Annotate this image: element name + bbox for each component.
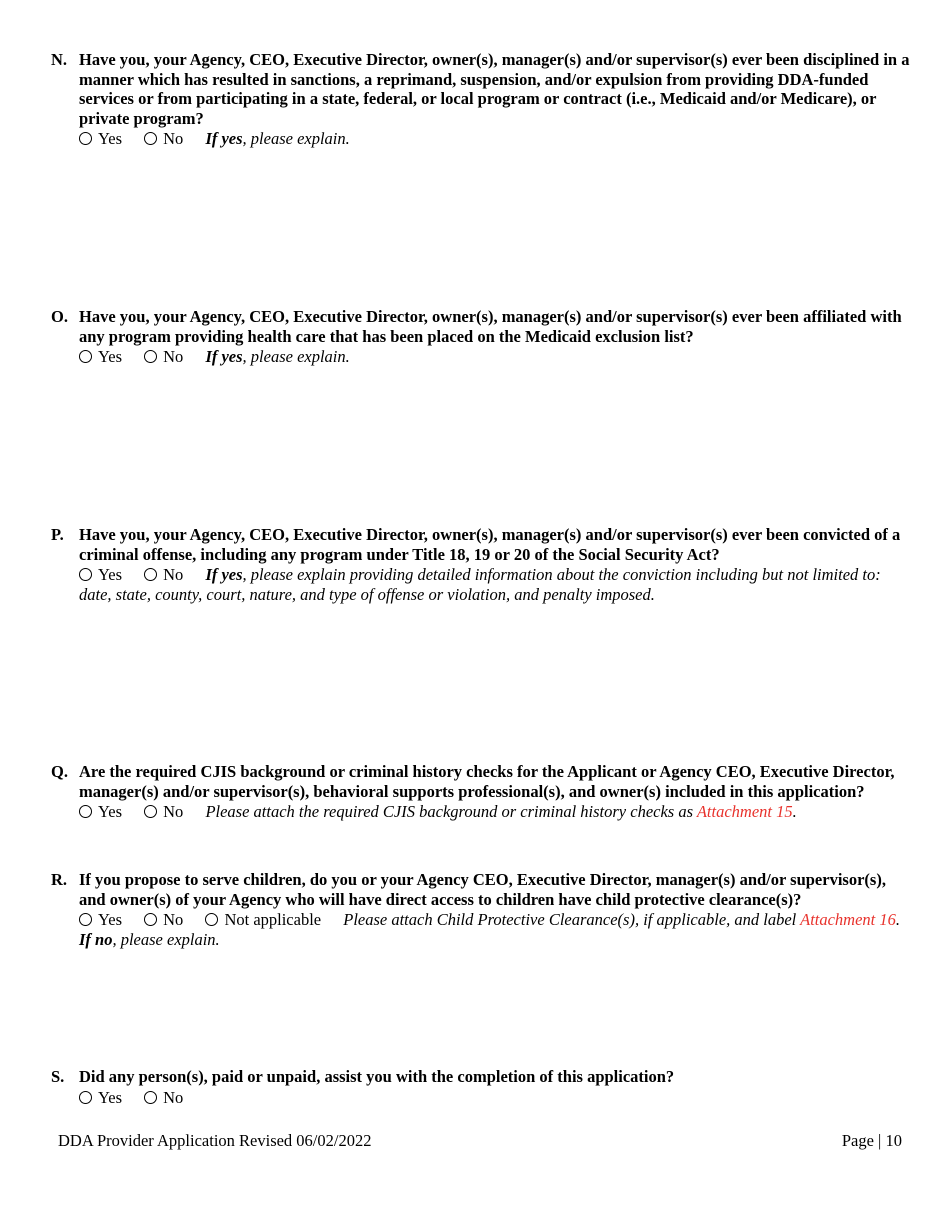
radio-circle-icon	[79, 350, 92, 363]
attach-note: Please attach the required CJIS background or criminal history checks as Attachment 15.	[205, 802, 797, 821]
explain-note: If yes, please explain.	[205, 129, 350, 148]
answer-options	[79, 347, 911, 367]
yes-radio[interactable]: Yes	[79, 565, 122, 585]
radio-circle-icon	[144, 1091, 157, 1104]
radio-circle-icon	[144, 913, 157, 926]
question-text: Have you, your Agency, CEO, Executive Director, owner(s), manager(s) and/or supervisor(s) ever been convicted of a criminal offense, including any program under Title 18, 19 or 20 of the Social Security Act?	[79, 525, 901, 564]
no-radio[interactable]: No	[144, 1088, 183, 1108]
yes-radio[interactable]: Yes	[79, 802, 122, 822]
radio-circle-icon	[144, 132, 157, 145]
answer-options	[79, 802, 911, 822]
question-letter: N.	[51, 50, 68, 69]
no-radio[interactable]: No	[144, 129, 183, 149]
no-radio[interactable]: No	[144, 565, 183, 585]
question-r	[51, 870, 911, 949]
question-text: If you propose to serve children, do you or your Agency CEO, Executive Director, manager(s) and/or supervisor(s), and owner(s) of your Agency who will have direct access to children have child protective clearance(s)?	[79, 870, 886, 909]
footer-document-title: DDA Provider Application Revised 06/02/2022	[58, 1131, 372, 1150]
question-letter: O.	[51, 307, 68, 326]
question-n	[51, 50, 911, 149]
question-q	[51, 762, 911, 822]
explain-note: If no, please explain.	[79, 929, 220, 949]
answer-options	[79, 129, 911, 149]
radio-circle-icon	[79, 132, 92, 145]
not-applicable-radio[interactable]: Not applicable	[205, 910, 321, 930]
attach-note: Please attach Child Protective Clearance(s), if applicable, and label Attachment 16.	[343, 910, 901, 929]
radio-circle-icon	[144, 805, 157, 818]
question-o	[51, 307, 911, 367]
no-radio[interactable]: No	[144, 910, 183, 930]
answer-options	[79, 910, 911, 949]
radio-circle-icon	[79, 568, 92, 581]
question-letter: P.	[51, 525, 64, 544]
no-radio[interactable]: No	[144, 802, 183, 822]
question-letter: S.	[51, 1067, 65, 1086]
radio-circle-icon	[79, 805, 92, 818]
answer-options	[79, 1088, 911, 1108]
attachment-label: Attachment 15	[696, 802, 793, 821]
question-letter: R.	[51, 870, 68, 889]
yes-radio[interactable]: Yes	[79, 129, 122, 149]
yes-radio[interactable]: Yes	[79, 910, 122, 930]
answer-options	[79, 565, 911, 604]
radio-circle-icon	[205, 913, 218, 926]
yes-radio[interactable]: Yes	[79, 347, 122, 367]
attachment-label: Attachment 16	[800, 910, 896, 929]
radio-circle-icon	[79, 913, 92, 926]
question-letter: Q.	[51, 762, 68, 781]
question-text: Have you, your Agency, CEO, Executive Director, owner(s), manager(s) and/or supervisor(s) ever been affiliated with any program providing health care that has been placed on the Medicaid exclusion list?	[79, 307, 902, 346]
question-s	[51, 1067, 911, 1107]
question-p	[51, 525, 911, 604]
radio-circle-icon	[79, 1091, 92, 1104]
question-text: Did any person(s), paid or unpaid, assist you with the completion of this application?	[79, 1067, 675, 1086]
radio-circle-icon	[144, 568, 157, 581]
explain-note: If yes, please explain providing detailed information about the conviction including but not limited to: date, state, county, court, nature, and type of offense or violation, and penalty imposed.	[79, 565, 881, 604]
yes-radio[interactable]: Yes	[79, 1088, 122, 1108]
question-text: Are the required CJIS background or criminal history checks for the Applicant or Agency CEO, Executive Director, manager(s) and/or supervisor(s), behavioral supports professional(s), and owner(s) included in this application?	[79, 762, 895, 801]
no-radio[interactable]: No	[144, 347, 183, 367]
question-text: Have you, your Agency, CEO, Executive Director, owner(s), manager(s) and/or supervisor(s) ever been disciplined in a manner which has resulted in sanctions, a reprimand, suspension, and/or expulsion from providing DDA-funded services or from participating in a state, federal, or local program or contract (i.e., Medicaid and/or Medicare), or private program?	[79, 50, 910, 128]
footer-page-number: Page | 10	[841, 1131, 902, 1150]
radio-circle-icon	[144, 350, 157, 363]
explain-note: If yes, please explain.	[205, 347, 350, 366]
